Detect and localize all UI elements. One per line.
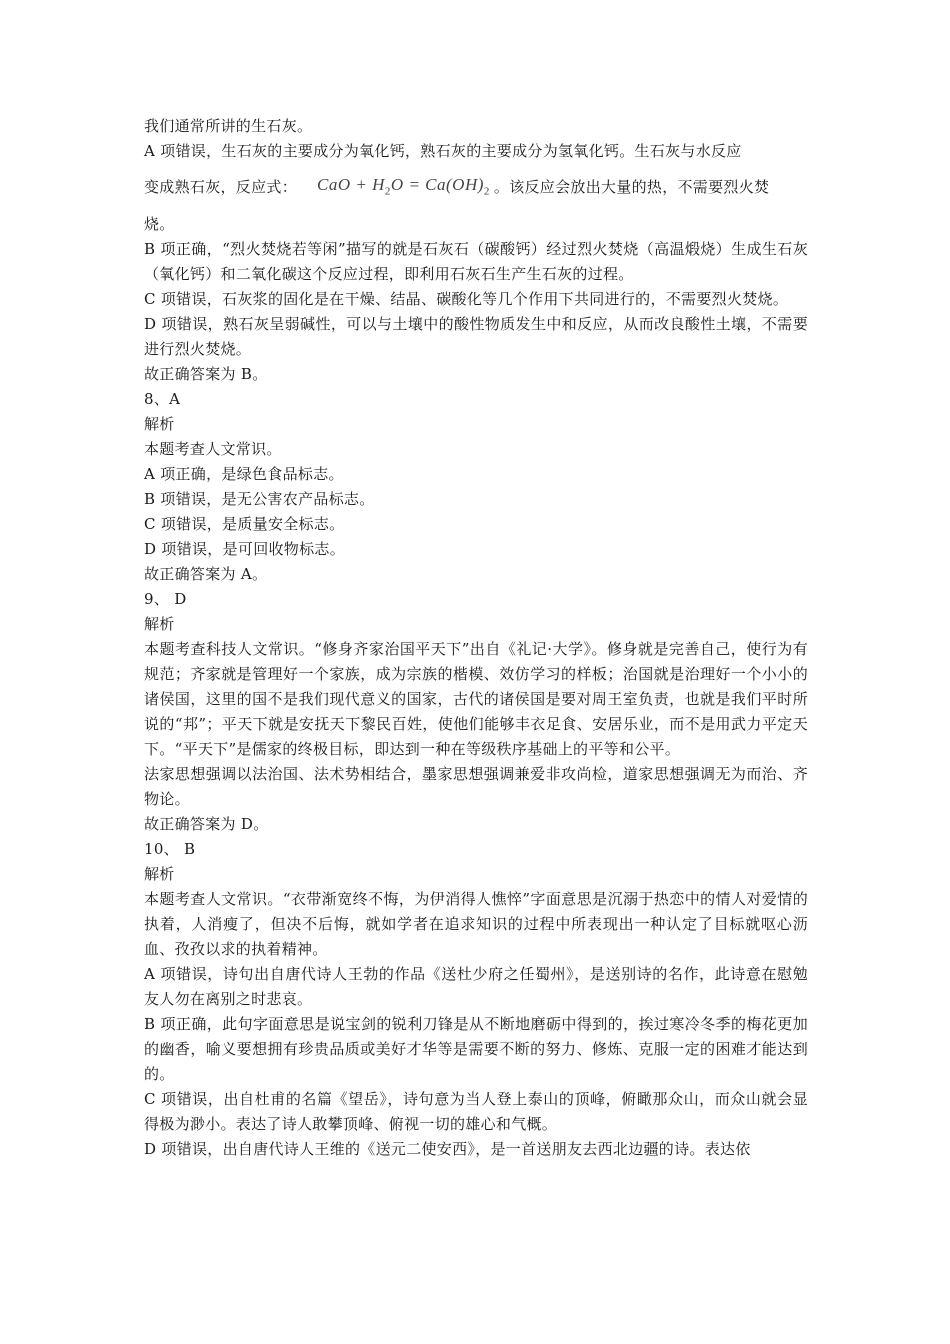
- formula-paragraph: [144, 164, 808, 212]
- paragraph-text: 烧。: [144, 215, 175, 234]
- answer-explanations: [144, 114, 808, 1162]
- section-heading: 解析: [144, 415, 175, 434]
- option-b-explanation: B 项错误，是无公害农产品标志。: [144, 490, 375, 509]
- paragraph-text: 本题考查人文常识。: [144, 440, 282, 459]
- answer-statement: 故正确答案为 A。: [144, 565, 268, 584]
- answer-statement: 故正确答案为 B。: [144, 365, 268, 384]
- question-number: 9、 D: [144, 590, 187, 609]
- question-number: 10、 B: [144, 840, 196, 859]
- option-b-explanation: B 项正确，“烈火焚烧若等闲”描写的就是石灰石（碳酸钙）经过烈火焚烧（高温煅烧）生成生石灰（氧化钙）和二氧化碳这个反应过程，即利用石灰石生产生石灰的过程。: [144, 240, 808, 284]
- paragraph-text: 本题考查人文常识。“衣带渐宽终不悔，为伊消得人憔悴”字面意思是沉溺于热恋中的情人对爱情的执着，人消瘦了，但决不后悔，就如学者在追求知识的过程中所表现出一种认定了目标就呕心沥血、孜孜以求的执着精神。: [144, 890, 808, 959]
- option-d-explanation: D 项错误，熟石灰呈弱碱性，可以与土壤中的酸性物质发生中和反应，从而改良酸性土壤，不需要进行烈火焚烧。: [144, 315, 808, 359]
- paragraph-text: 我们通常所讲的生石灰。: [144, 117, 313, 135]
- option-a-explanation: A 项错误，诗句出自唐代诗人王勃的作品《送杜少府之任蜀州》，是送别诗的名作，此诗意在慰勉友人勿在离别之时悲哀。: [144, 965, 808, 1009]
- question-number: 8、A: [144, 390, 181, 409]
- section-heading: 解析: [144, 865, 175, 884]
- option-d-explanation: D 项错误，出自唐代诗人王维的《送元二使安西》，是一首送朋友去西北边疆的诗。表达依: [144, 1140, 751, 1159]
- paragraph-text: 法家思想强调以法治国、法术势相结合，墨家思想强调兼爱非攻尚检，道家思想强调无为而治、齐物论。: [144, 765, 808, 809]
- option-a-explanation: A 项错误，生石灰的主要成分为氧化钙，熟石灰的主要成分为氢氧化钙。生石灰与水反应: [144, 142, 742, 160]
- paragraph-text: 本题考查科技人文常识。“修身齐家治国平天下”出自《礼记·大学》。修身就是完善自己，使行为有规范；齐家就是管理好一个家族，成为宗族的楷模、效仿学习的样板；治国就是治理好一个小小的诸侯国，这里的国不是我们现代意义的国家，古代的诸侯国是要对周王室负责，也就是我们平时所说的“邦”；平天下就是安抚天下黎民百姓，使他们能够丰衣足食、安居乐业，而不是用武力平定天下。“平天下”是儒家的终极目标，即达到一种在等级秩序基础上的平等和公平。: [144, 640, 808, 759]
- option-c-explanation: C 项错误，石灰浆的固化是在干燥、结晶、碳酸化等几个作用下共同进行的，不需要烈火焚烧。: [144, 290, 789, 309]
- option-a-explanation: A 项正确，是绿色食品标志。: [144, 465, 344, 484]
- answer-statement: 故正确答案为 D。: [144, 815, 269, 834]
- option-c-explanation: C 项错误，出自杜甫的名篇《望岳》，诗句意为当人登上泰山的顶峰，俯瞰那众山，而众山就会显得极为渺小。表达了诗人敢攀顶峰、俯视一切的雄心和气概。: [144, 1090, 808, 1134]
- option-c-explanation: C 项错误，是质量安全标志。: [144, 515, 345, 534]
- option-b-explanation: B 项正确，此句字面意思是说宝剑的锐利刀锋是从不断地磨砺中得到的，挨过寒冷冬季的梅花更加的幽香，喻义要想拥有珍贵品质或美好才华等是需要不断的努力、修炼、克服一定的困难才能达到的。: [144, 1015, 808, 1084]
- option-d-explanation: D 项错误，是可回收物标志。: [144, 540, 345, 559]
- chemical-equation: CaO + $H_2O = Ca(OH)_2$: [317, 175, 490, 198]
- formula-trail-text: 。该反应会放出大量的热，不需要烈火焚: [493, 178, 770, 197]
- formula-lead-text: 变成熟石灰，反应式：: [144, 178, 298, 197]
- section-heading: 解析: [144, 615, 175, 634]
